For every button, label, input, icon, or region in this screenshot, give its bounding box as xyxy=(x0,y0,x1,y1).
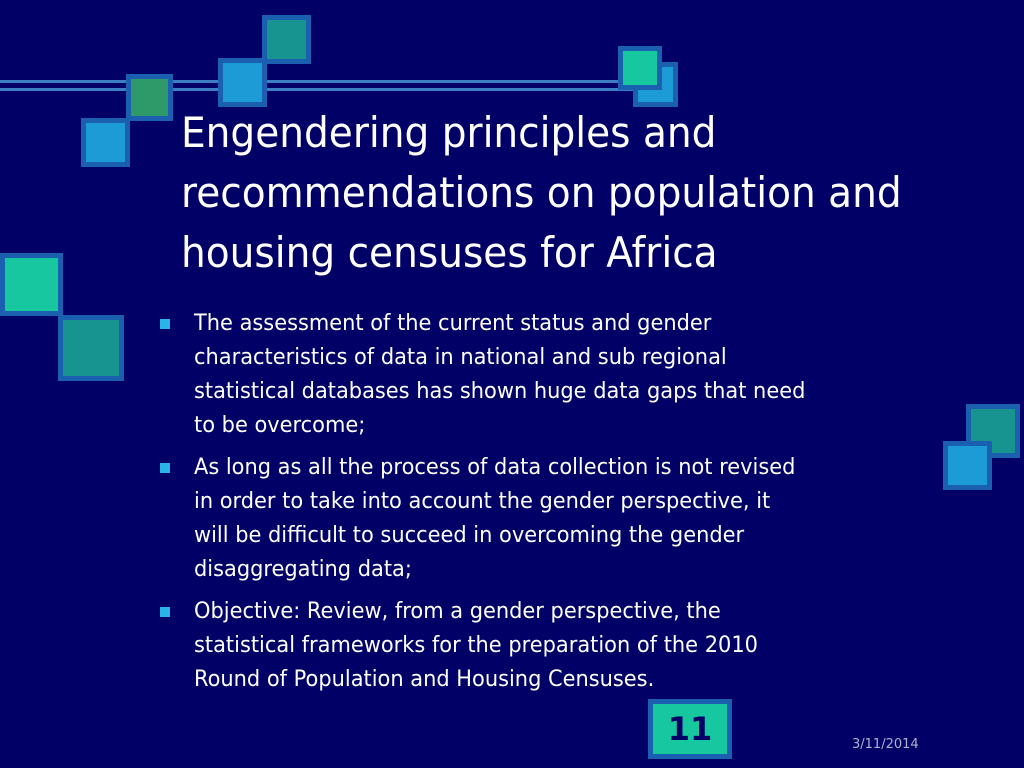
decor-line-bottom xyxy=(0,88,660,91)
decor-square-blue xyxy=(943,441,992,490)
decor-square-light-teal xyxy=(0,253,63,316)
page-number: 11 xyxy=(648,699,732,759)
decor-line-top xyxy=(0,80,650,83)
decor-square-dark-teal xyxy=(58,315,124,381)
slide-title-line: Engendering principles and xyxy=(181,108,717,157)
slide-date: 3/11/2014 xyxy=(852,737,919,752)
slide-title-line: recommendations on population and xyxy=(181,168,902,217)
square-bullet-icon xyxy=(160,463,170,473)
bullet-text-line: disaggregating data; xyxy=(194,556,412,582)
decor-square-light-teal xyxy=(618,46,662,90)
square-bullet-icon xyxy=(160,319,170,329)
bullet-text-line: Round of Population and Housing Censuses. xyxy=(194,666,655,692)
bullet-item xyxy=(156,306,946,442)
slide-title xyxy=(181,103,962,283)
decor-square-blue xyxy=(218,58,267,107)
bullet-text-line: statistical databases has shown huge data gaps that need xyxy=(194,378,806,404)
bullet-text-line: in order to take into account the gender perspective, it xyxy=(194,488,771,514)
bullet-item xyxy=(156,450,946,586)
bullet-text-line: characteristics of data in national and sub regional xyxy=(194,344,727,370)
bullet-text-line: will be difficult to succeed in overcoming the gender xyxy=(194,522,745,548)
bullet-text-line: The assessment of the current status and gender xyxy=(194,310,712,336)
bullet-item xyxy=(156,594,946,696)
bullet-text-line: statistical frameworks for the preparation of the 2010 xyxy=(194,632,758,658)
bullet-text-line: Objective: Review, from a gender perspective, the xyxy=(194,598,721,624)
decor-square-blue xyxy=(81,118,130,167)
bullet-text xyxy=(194,306,929,442)
square-bullet-icon xyxy=(160,607,170,617)
decor-square-dark-teal xyxy=(262,15,311,64)
slide-title-line: housing censuses for Africa xyxy=(181,228,718,277)
bullet-text-line: As long as all the process of data collection is not revised xyxy=(194,454,796,480)
decor-square-green xyxy=(126,74,173,121)
bullet-text-line: to be overcome; xyxy=(194,412,366,438)
bullet-list xyxy=(156,306,946,704)
bullet-text xyxy=(194,594,929,696)
bullet-text xyxy=(194,450,929,586)
